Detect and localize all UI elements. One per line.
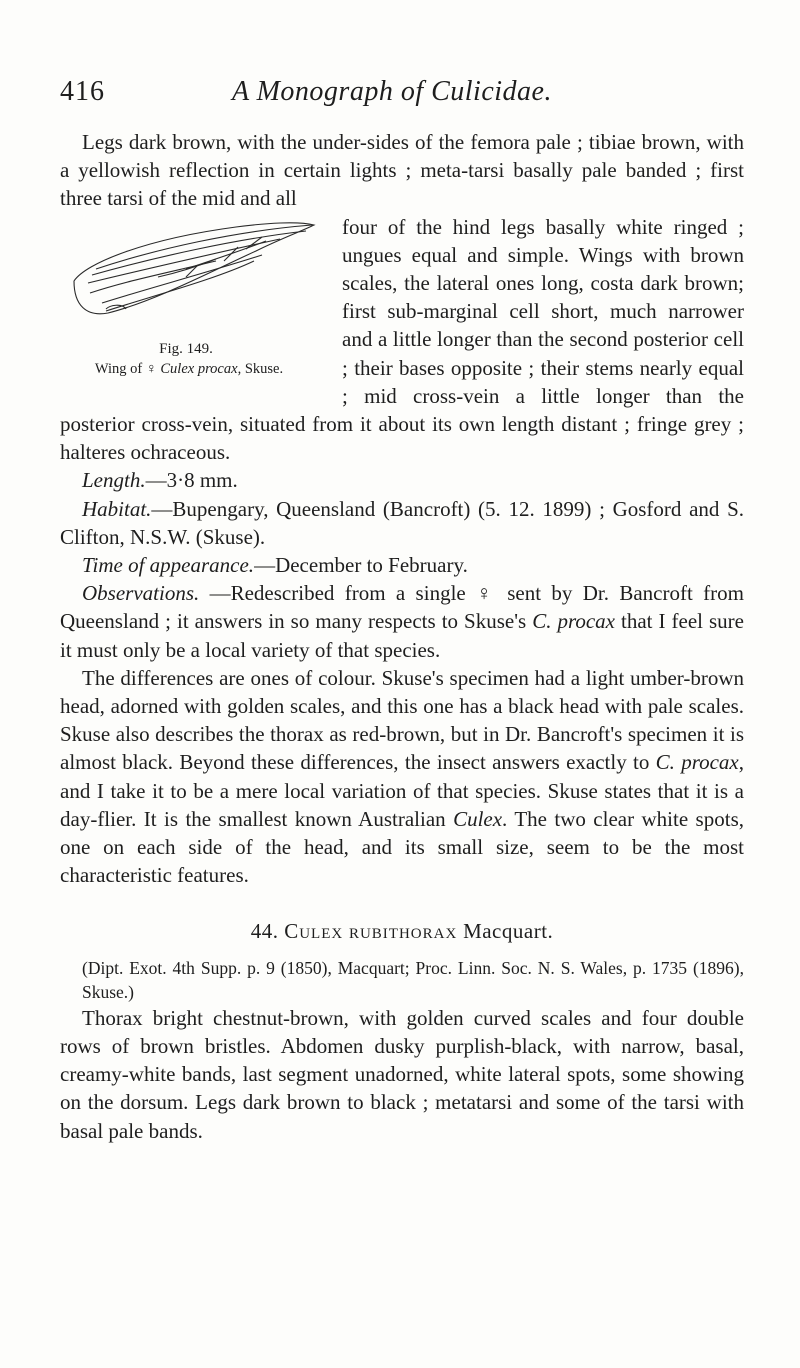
time-line (60, 551, 744, 579)
observations-label: Observations. (82, 581, 200, 606)
wing-figure (60, 217, 326, 381)
para1-continuation: four of the hind legs basally white ringed ; ungues equal and simple. Wings with brown scales, the lateral ones long, costa dark brown; first sub-marginal cell short, much narrower and a little longer than the second posterior cell ; their bases opposite ; their stems nearly equal ; mid cross-vein a little longer than the posterior cross-vein, situated from it about its own length distant ; fringe grey ; halteres ochraceous. (60, 214, 744, 465)
section-number: 44. (250, 919, 279, 944)
habitat-label: Habitat. (82, 496, 152, 521)
habitat-value: —Bupengary, Queensland (Bancroft) (5. 12. 1899) ; Gosford and S. Clifton, N.S.W. (Skuse). (60, 496, 744, 549)
section-heading (60, 917, 744, 945)
section-species: rubithorax (348, 919, 458, 944)
page-number: 416 (60, 76, 105, 107)
description-paragraph: Thorax bright chestnut-brown, with golden curved scales and four double rows of brown bristles. Abdomen dusky purplish-black, with narrow, basal, creamy-white bands, last segment unadorned, white lateral spots, some showing on the dorsum. Legs dark brown to black ; metatarsi and some of the tarsi with basal pale bands. (60, 1005, 744, 1143)
references: (Dipt. Exot. 4th Supp. p. 9 (1850), Macquart; Proc. Linn. Soc. N. S. Wales, p. 1735 (1896), Skuse.) (82, 957, 744, 1002)
time-label: Time of appearance. (82, 553, 255, 578)
length-line (60, 466, 744, 494)
paragraph-legs-wings (60, 128, 744, 213)
para1-start: Legs dark brown, with the under-sides of the femora pale ; tibiae brown, with a yellowish reflection in certain lights ; meta-tarsi basally pale banded ; first three tarsi of the mid and all (60, 130, 744, 211)
length-value: —3·8 mm. (145, 468, 238, 493)
differences-paragraph: The differences are ones of colour. Skuse's specimen had a light umber-brown head, adorned with golden scales, and this one has a black head with pale scales. Skuse also describes the thorax as red-brown, but in Dr. Bancroft's specimen it is almost black. Beyond these differences, the insect answers exactly to C. procax, and I take it to be a mere local variation of that species. Skuse states that it is a day-flier. It is the smallest known Australian Culex. The two clear white spots, one on each side of the head, and its small size, seem to be the most characteristic features. (60, 665, 745, 888)
page-header (60, 76, 740, 116)
wing-illustration (66, 217, 316, 329)
page-body (60, 128, 744, 1145)
running-title: A Monograph of Culicidae. (232, 76, 552, 107)
habitat-line (60, 495, 744, 551)
time-value: —December to February. (254, 553, 468, 578)
observations-paragraph: Observations. —Redescribed from a single ♀ sent by Dr. Bancroft from Queensland ; it answers in so many respects to Skuse's C. procax that I feel sure it must only be a local variety of that species. (60, 581, 744, 662)
section-genus: Culex (284, 919, 344, 944)
length-label: Length. (82, 468, 146, 493)
figure-caption: Wing of ♀ Culex procax, Skuse. (94, 360, 284, 377)
figure-label: Fig. 149. (159, 340, 213, 357)
section-author: Macquart. (463, 919, 554, 944)
